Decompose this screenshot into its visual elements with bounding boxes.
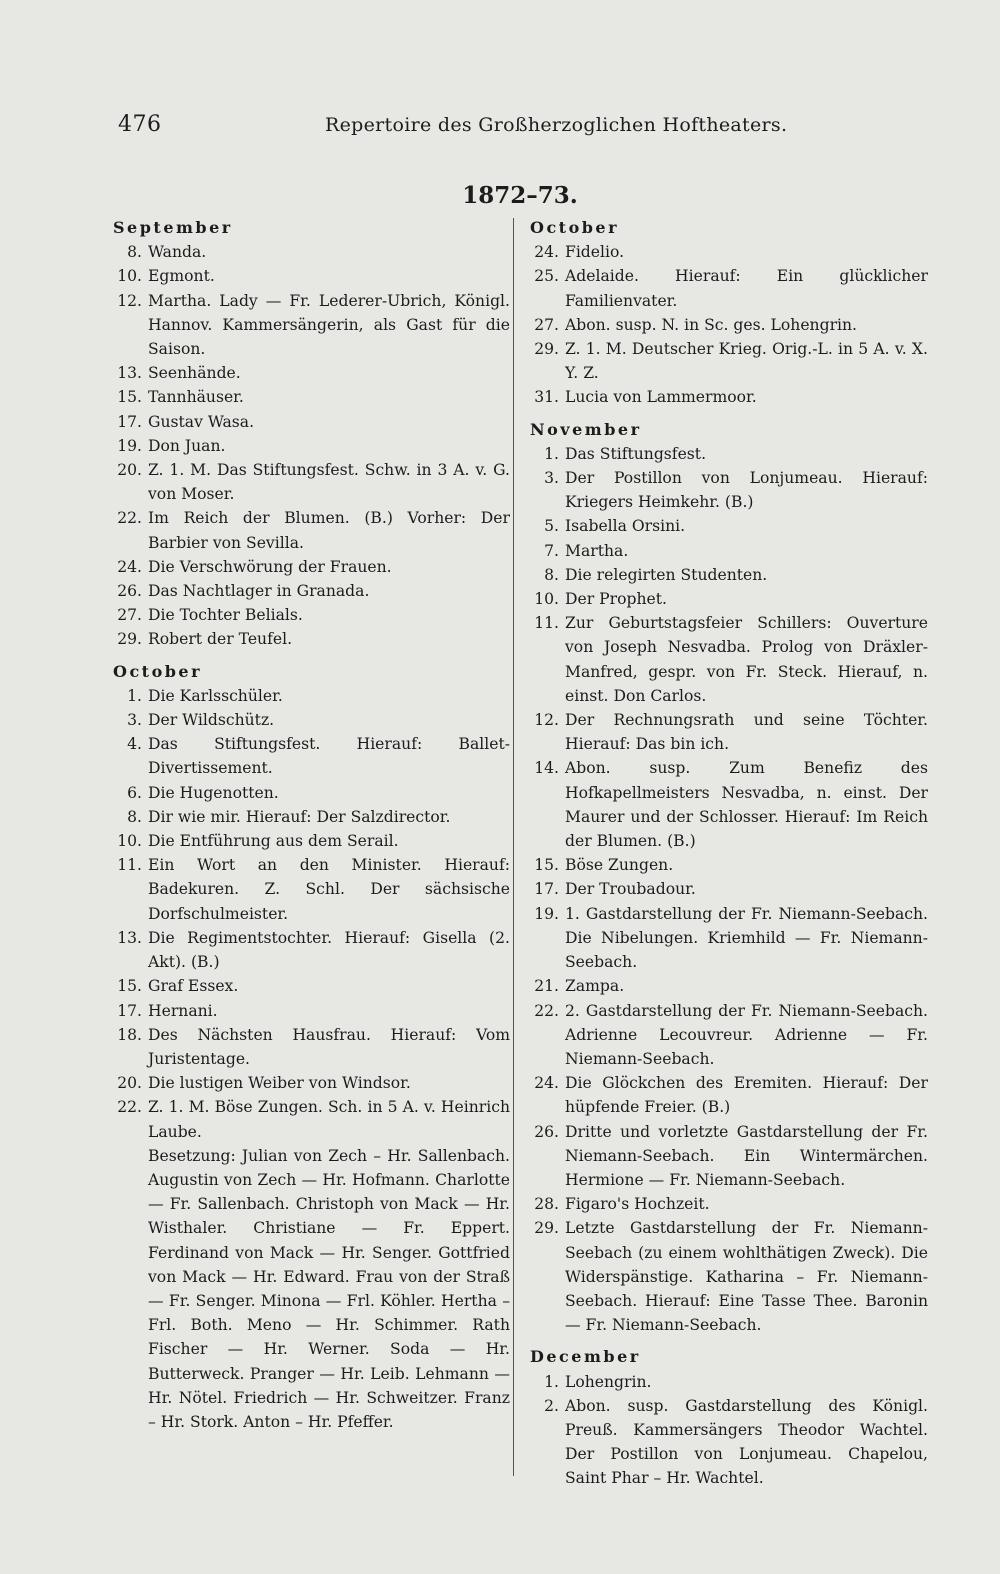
- month-heading: November: [530, 419, 642, 439]
- repertoire-entry: [113, 708, 510, 732]
- entry-day: 1.: [127, 686, 142, 705]
- entry-text: Die Tochter Belials.: [148, 606, 303, 625]
- page-number: 476: [118, 112, 162, 137]
- repertoire-entry: [113, 579, 510, 603]
- repertoire-entry: [530, 1071, 928, 1119]
- entry-text: Besetzung: Julian von Zech – Hr. Sallenbach. Augustin von Zech — Hr. Hofmann. Charlotte — Fr. Sallenbach. Christoph von Mack — Hr. Wisthaler. Christiane — Fr. Eppert. Ferdinand von Mack — Hr. Senger. Gottfried von Mack — Hr. Edward. Frau von der Straß — Fr. Senger. Minona — Frl. Köhler. Hertha – Frl. Both. Meno — Hr. Schimmer. Rath Fischer — Hr. Werner. Soda — Hr. Butterweck. Pranger — Hr. Leib. Lehmann — Hr. Nötel. Friedrich — Hr. Schweitzer. Franz – Hr. Stork. Anton – Hr. Pfeffer.: [148, 1146, 510, 1431]
- entry-text: 2. Gastdarstellung der Fr. Niemann-Seebach. Adrienne Lecouvreur. Adrienne — Fr. Niemann-Seebach.: [565, 1001, 928, 1068]
- repertoire-entry: [113, 926, 510, 974]
- entry-text: Der Wildschütz.: [148, 711, 275, 730]
- entry-text: Dir wie mir. Hierauf: Der Salzdirector.: [148, 807, 451, 826]
- entry-text: Die Verschwörung der Frauen.: [148, 557, 392, 576]
- repertoire-entry: [530, 466, 928, 514]
- entry-day: 8.: [127, 243, 142, 262]
- entry-day: 11.: [534, 614, 559, 633]
- entry-text: Die Entführung aus dem Serail.: [148, 832, 399, 851]
- entry-text: Der Prophet.: [565, 590, 667, 609]
- repertoire-entry: [530, 1370, 928, 1394]
- month-heading: December: [530, 1347, 641, 1367]
- entry-day: 11.: [117, 856, 142, 875]
- entry-text: Die Regimentstochter. Hierauf: Gisella (2. Akt). (B.): [148, 928, 510, 972]
- entry-text: Abon. susp. N. in Sc. ges. Lohengrin.: [565, 315, 858, 334]
- entry-text: Böse Zungen.: [565, 856, 674, 875]
- entry-text: Die lustigen Weiber von Windsor.: [148, 1074, 411, 1093]
- entry-text: Lucia von Lammermoor.: [565, 388, 757, 407]
- entry-text: Z. 1. M. Deutscher Krieg. Orig.-L. in 5 A. v. X. Y. Z.: [565, 340, 928, 383]
- entry-text: Martha. Lady — Fr. Lederer-Ubrich, Königl. Hannov. Kammersängerin, als Gast für die Saison.: [148, 291, 510, 359]
- repertoire-entry: [113, 458, 510, 506]
- entry-text: Abon. susp. Zum Benefiz des Hofkapellmeisters Nesvadba, n. einst. Der Maurer und der Schlosser. Hierauf: Im Reich der Blumen. (B.): [565, 759, 928, 851]
- repertoire-entry: [113, 684, 510, 708]
- entry-day: 22.: [117, 509, 142, 528]
- entry-day: 2.: [544, 1396, 559, 1415]
- entry-text: Die Karlsschüler.: [148, 686, 283, 705]
- entry-day: 8.: [127, 807, 142, 826]
- entry-text: Graf Essex.: [148, 977, 239, 996]
- entry-day: 22.: [117, 1098, 142, 1117]
- entry-text: Lohengrin.: [565, 1372, 652, 1391]
- repertoire-entry: [530, 902, 928, 975]
- entry-text: Z. 1. M. Das Stiftungsfest. Schw. in 3 A. v. G. von Moser.: [148, 461, 510, 504]
- entry-day: 12.: [534, 711, 559, 730]
- entry-text: Im Reich der Blumen. (B.) Vorher: Der Barbier von Sevilla.: [148, 509, 510, 552]
- entry-text: Die Glöckchen des Eremiten. Hierauf: Der hüpfende Freier. (B.): [565, 1074, 928, 1117]
- repertoire-entry: [113, 1023, 510, 1071]
- entry-day: 17.: [534, 880, 559, 899]
- entry-day: 10.: [117, 832, 142, 851]
- entry-day: 10.: [534, 590, 559, 609]
- entry-text: Ein Wort an den Minister. Hierauf: Badekuren. Z. Schl. Der sächsische Dorfschulmeister.: [148, 856, 510, 923]
- repertoire-entry: [113, 1071, 510, 1095]
- entry-day: 27.: [117, 606, 142, 625]
- entry-day: 15.: [534, 856, 559, 875]
- right-column: [530, 216, 928, 1491]
- repertoire-entry: [530, 1394, 928, 1491]
- entry-day: 17.: [117, 1001, 142, 1020]
- repertoire-entry: [113, 853, 510, 926]
- entry-day: 14.: [534, 759, 559, 778]
- entry-day: 3.: [544, 469, 559, 488]
- repertoire-entry: [113, 974, 510, 998]
- page-header: [0, 112, 1000, 152]
- entry-day: 18.: [117, 1025, 142, 1044]
- entry-day: 1.: [544, 444, 559, 463]
- entry-day: 12.: [117, 291, 142, 310]
- entry-text: Fidelio.: [565, 243, 625, 262]
- month-heading: October: [530, 218, 620, 237]
- entry-text: Figaro's Hochzeit.: [565, 1195, 710, 1214]
- entry-day: 17.: [117, 412, 142, 431]
- entry-day: 4.: [127, 735, 142, 754]
- repertoire-entry: [530, 442, 928, 466]
- repertoire-entry: [530, 313, 928, 337]
- entry-day: 22.: [534, 1001, 559, 1020]
- repertoire-entry: [113, 627, 510, 651]
- repertoire-entry: [113, 829, 510, 853]
- entry-day: 20.: [117, 461, 142, 480]
- entry-day: 26.: [117, 582, 142, 601]
- repertoire-entry: [530, 264, 928, 312]
- entry-text: Das Stiftungsfest.: [565, 444, 707, 463]
- entry-day: 15.: [117, 388, 142, 407]
- entry-text: Der Postillon von Lonjumeau. Hierauf: Kriegers Heimkehr. (B.): [565, 469, 928, 512]
- entry-day: 31.: [534, 388, 559, 407]
- repertoire-entry: [113, 506, 510, 554]
- entry-day: 13.: [117, 364, 142, 383]
- entry-day: 24.: [534, 1074, 559, 1093]
- entry-text: Gustav Wasa.: [148, 412, 255, 431]
- entry-text: Adelaide. Hierauf: Ein glücklicher Familienvater.: [565, 267, 928, 310]
- column-divider: [513, 218, 514, 1476]
- entry-text: Der Rechnungsrath und seine Töchter. Hierauf: Das bin ich.: [565, 711, 928, 754]
- repertoire-entry: [530, 563, 928, 587]
- repertoire-entry: [530, 756, 928, 853]
- repertoire-entry: [530, 1192, 928, 1216]
- entry-day: 28.: [534, 1195, 559, 1214]
- repertoire-entry: [530, 240, 928, 264]
- entry-text: Letzte Gastdarstellung der Fr. Niemann-Seebach (zu einem wohlthätigen Zweck). Die Widerspänstige. Katharina – Fr. Niemann-Seebach. Hierauf: Eine Tasse Thee. Baronin — Fr. Niemann-Seebach.: [565, 1219, 928, 1335]
- repertoire-entry: [113, 361, 510, 385]
- entry-day: 6.: [127, 783, 142, 802]
- entry-text: Z. 1. M. Böse Zungen. Sch. in 5 A. v. Heinrich Laube.: [148, 1098, 510, 1141]
- entry-text: Wanda.: [148, 243, 207, 262]
- repertoire-entry: [113, 732, 510, 780]
- entry-day: 21.: [534, 977, 559, 996]
- repertoire-entry: [530, 708, 928, 756]
- entry-text: Zur Geburtstagsfeier Schillers: Ouverture von Joseph Nesvadba. Prolog von Dräxler-Manfred, gespr. von Fr. Steck. Hierauf, n. einst. Don Carlos.: [565, 614, 928, 705]
- repertoire-entry: [113, 434, 510, 458]
- entry-day: 3.: [127, 711, 142, 730]
- entry-text: Robert der Teufel.: [148, 630, 293, 649]
- entry-day: 1.: [544, 1372, 559, 1391]
- entry-day: 19.: [534, 904, 559, 923]
- entry-text: Tannhäuser.: [148, 388, 244, 407]
- repertoire-entry: [530, 611, 928, 708]
- repertoire-entry: [113, 781, 510, 805]
- season-heading: 1872–73.: [462, 182, 578, 209]
- entry-day: 25.: [534, 267, 559, 286]
- entry-day: 20.: [117, 1074, 142, 1093]
- entry-day: 10.: [117, 267, 142, 286]
- entry-day: 29.: [117, 630, 142, 649]
- repertoire-entry: [113, 240, 510, 264]
- repertoire-entry: [113, 289, 510, 362]
- repertoire-entry: [530, 539, 928, 563]
- entry-day: 19.: [117, 436, 142, 455]
- repertoire-entry: [113, 603, 510, 627]
- entry-day: 13.: [117, 928, 142, 947]
- entry-text: Don Juan.: [148, 436, 226, 455]
- entry-text: Martha.: [565, 541, 629, 560]
- entry-text: Der Troubadour.: [565, 880, 696, 899]
- entry-text: Das Nachtlager in Granada.: [148, 582, 370, 601]
- entry-text: Abon. susp. Gastdarstellung des Königl. Preuß. Kammersängers Theodor Wachtel. Der Postillon von Lonjumeau. Chapelou, Saint Phar – Hr. Wachtel.: [565, 1396, 928, 1488]
- entry-day: 7.: [544, 541, 559, 560]
- entry-day: 27.: [534, 315, 559, 334]
- entry-text: Hernani.: [148, 1001, 218, 1020]
- entry-text: Die relegirten Studenten.: [565, 565, 768, 584]
- entry-text: Seenhände.: [148, 364, 241, 383]
- entry-day: [113, 1144, 148, 1434]
- repertoire-entry: [113, 264, 510, 288]
- entry-day: 24.: [534, 243, 559, 262]
- entry-day: 29.: [534, 1219, 559, 1238]
- repertoire-entry: [113, 999, 510, 1023]
- repertoire-entry: [113, 555, 510, 579]
- repertoire-entry: [530, 974, 928, 998]
- entry-day: 5.: [544, 517, 559, 536]
- entry-day: 15.: [117, 977, 142, 996]
- repertoire-entry: [530, 1216, 928, 1337]
- running-title: Repertoire des Großherzoglichen Hoftheaters.: [325, 114, 788, 136]
- entry-text: Die Hugenotten.: [148, 783, 279, 802]
- repertoire-entry: [530, 853, 928, 877]
- repertoire-entry: [113, 1144, 510, 1434]
- repertoire-entry: [113, 410, 510, 434]
- repertoire-entry: [530, 1120, 928, 1193]
- entry-text: Das Stiftungsfest. Hierauf: Ballet-Divertissement.: [148, 735, 510, 778]
- repertoire-entry: [530, 587, 928, 611]
- entry-text: Egmont.: [148, 267, 215, 286]
- entry-text: Dritte und vorletzte Gastdarstellung der Fr. Niemann-Seebach. Ein Wintermärchen. Hermione — Fr. Niemann-Seebach.: [565, 1122, 928, 1189]
- entry-day: 24.: [117, 557, 142, 576]
- entry-day: 26.: [534, 1122, 559, 1141]
- repertoire-entry: [530, 877, 928, 901]
- entry-text: Isabella Orsini.: [565, 517, 686, 536]
- entry-day: 29.: [534, 340, 559, 359]
- month-heading: September: [113, 218, 233, 237]
- left-column: [113, 216, 510, 1434]
- entry-text: 1. Gastdarstellung der Fr. Niemann-Seebach. Die Nibelungen. Kriemhild — Fr. Niemann-Seebach.: [565, 904, 928, 972]
- entry-text: Des Nächsten Hausfrau. Hierauf: Vom Juristentage.: [148, 1025, 510, 1068]
- repertoire-entry: [530, 337, 928, 385]
- repertoire-entry: [530, 514, 928, 538]
- entry-day: 8.: [544, 565, 559, 584]
- repertoire-entry: [113, 385, 510, 409]
- month-heading: October: [113, 661, 203, 681]
- repertoire-entry: [113, 805, 510, 829]
- entry-text: Zampa.: [565, 977, 625, 996]
- repertoire-entry: [530, 385, 928, 409]
- repertoire-entry: [530, 999, 928, 1072]
- repertoire-entry: [113, 1095, 510, 1143]
